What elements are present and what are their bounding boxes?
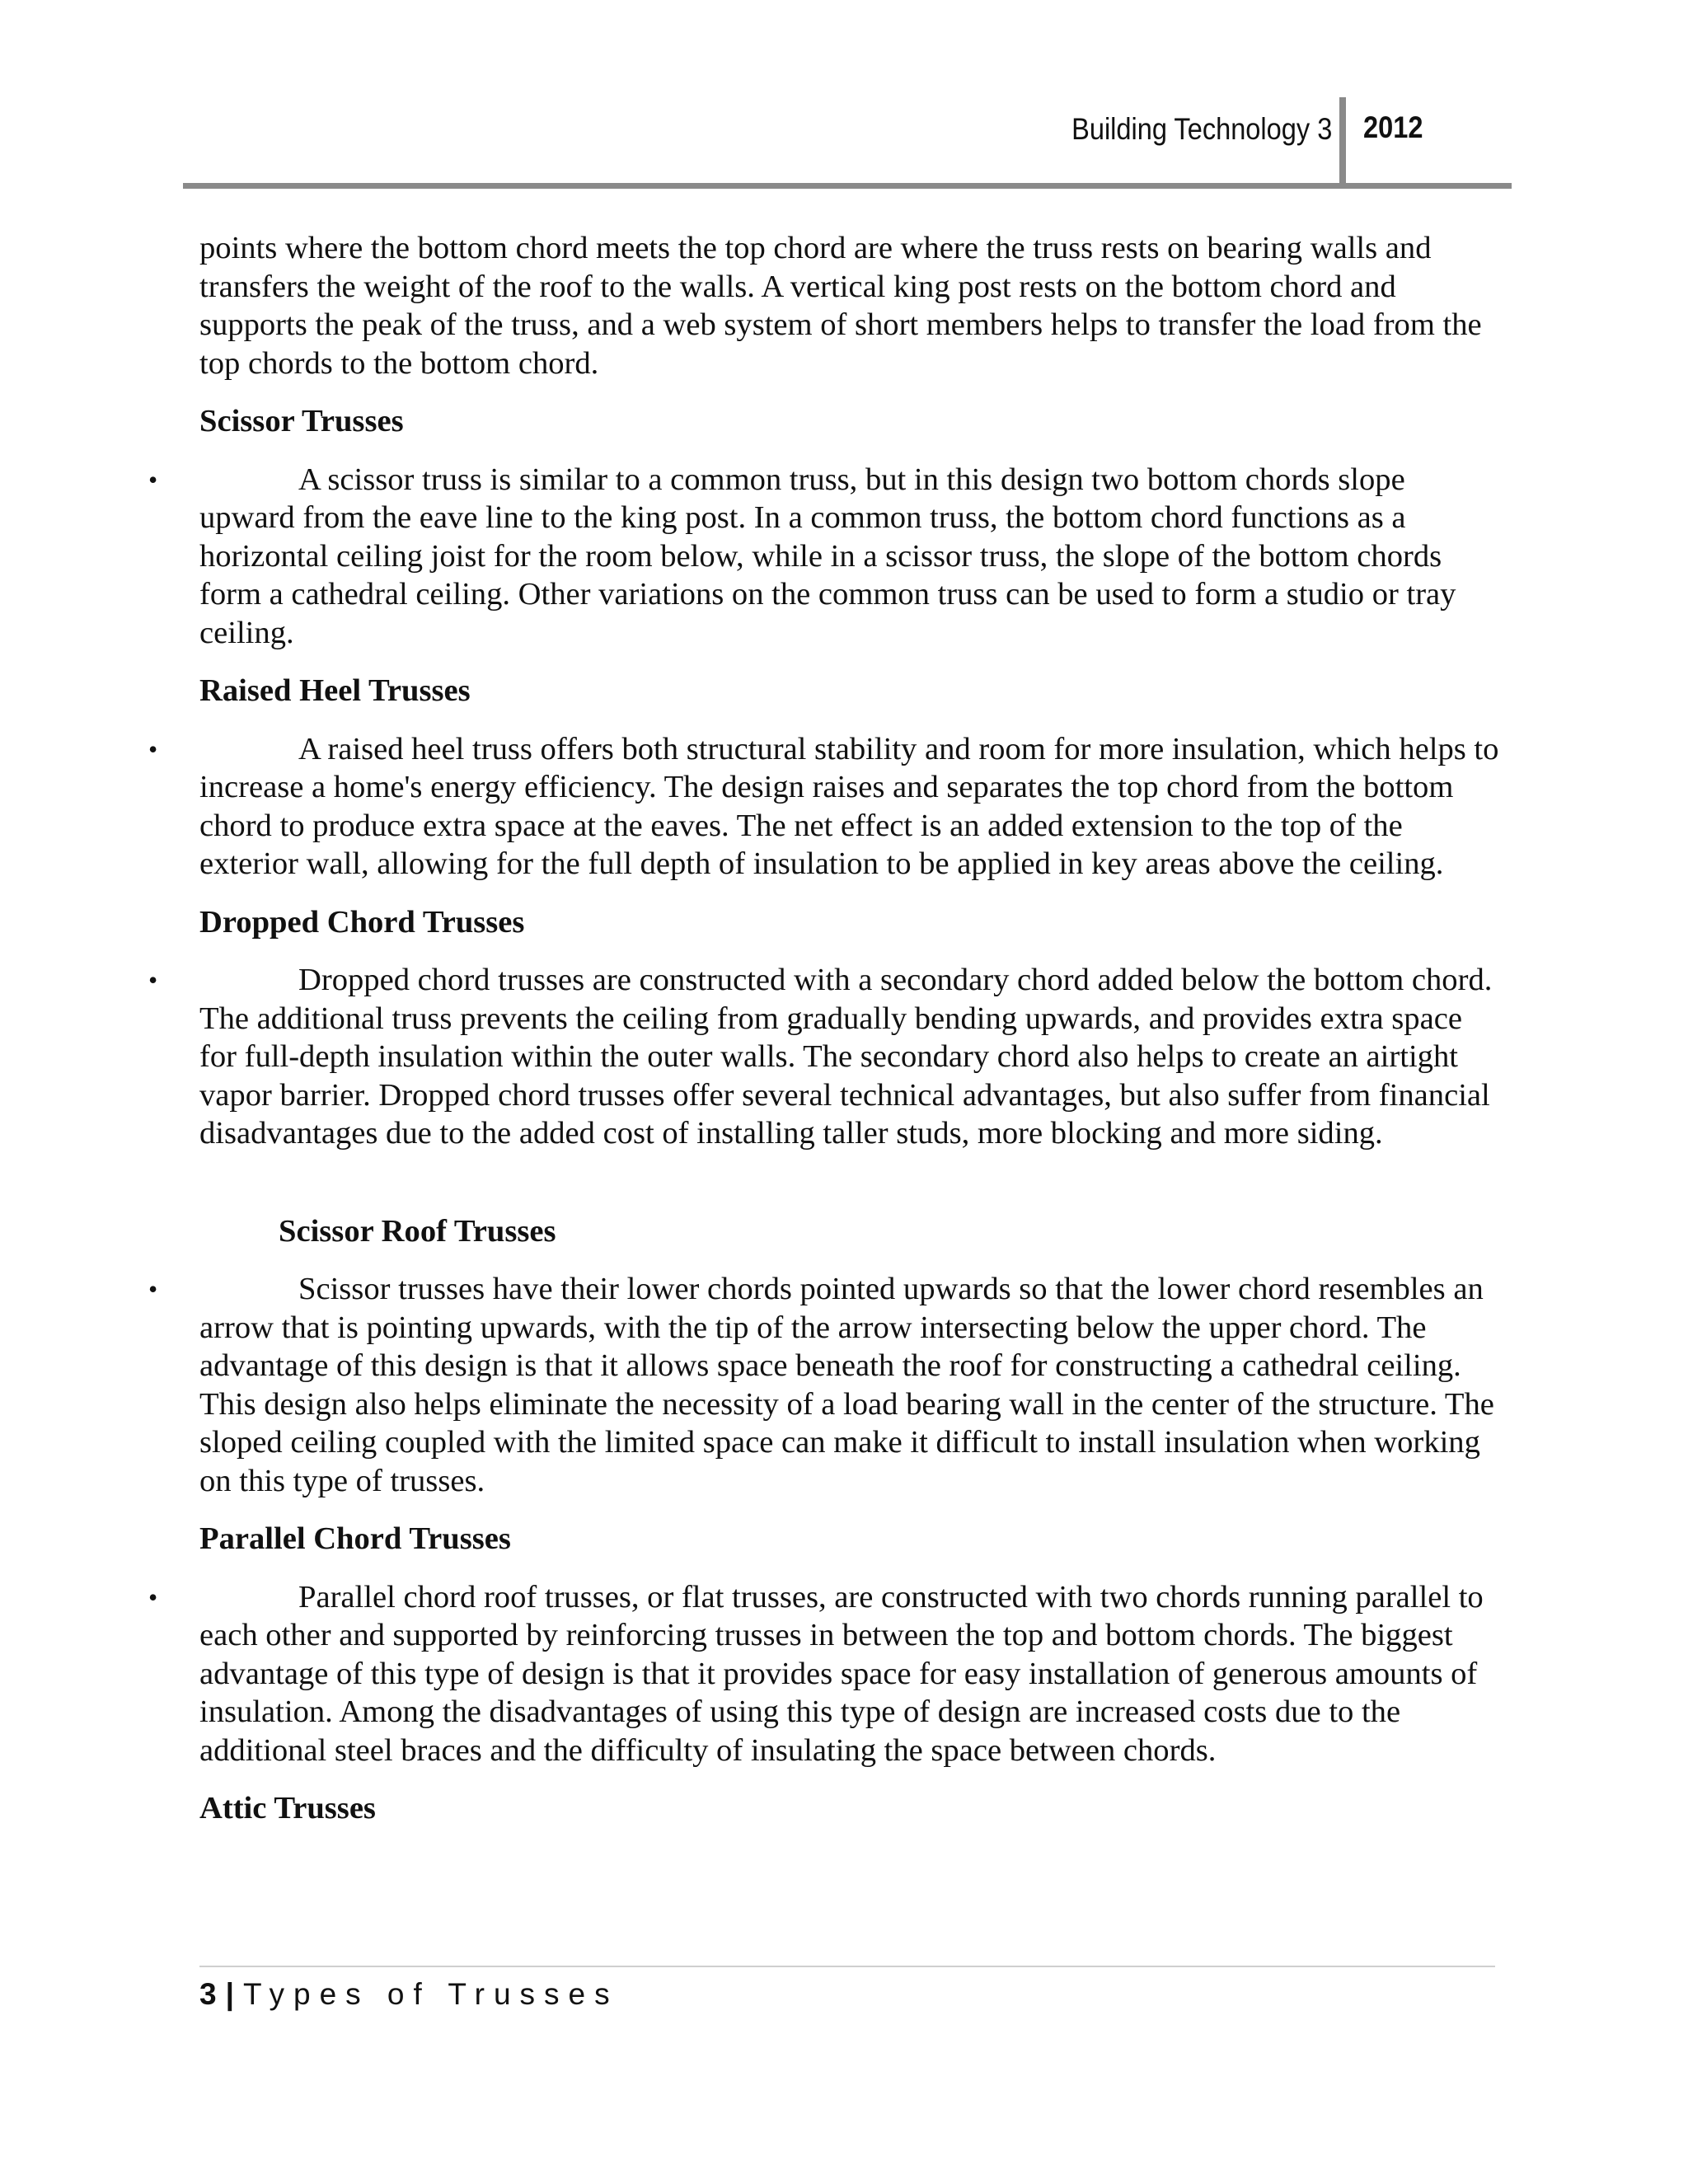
bullet-icon: • [148, 1582, 158, 1612]
section-text: Parallel chord roof trusses, or flat trusses, are constructed with two chords running parallel to each other and supported by reinforcing trusses in between the top and bottom chords. The biggest advantage of this type of design is that it provides space for easy installation of generous amounts of insulation. Among the disadvantages of using this type of design are increased costs due to the additional steel braces and the difficulty of insulating the space between chords. [199, 1579, 1484, 1768]
section-heading: Attic Trusses [199, 1791, 376, 1825]
section-text: A scissor truss is similar to a common truss, but in this design two bottom chords slope upward from the eave line to the king post. In a common truss, the bottom chord functions as a horizontal ceiling joist for the room below, while in a scissor truss, the slope of the bottom chords form a cathedral ceiling. Other variations on the common truss can be used to form a studio or tray ceiling. [199, 462, 1456, 650]
section-scissor-trusses [148, 402, 1503, 652]
section-heading: Scissor Roof Trusses [279, 1213, 556, 1249]
footer-separator: | [225, 1977, 243, 2011]
bullet-icon: • [148, 965, 158, 995]
section-paragraph [148, 1270, 1503, 1500]
footer-title: Types of Trusses [242, 1977, 619, 2011]
section-parallel-chord-trusses [148, 1520, 1503, 1769]
section-raised-heel-trusses [148, 672, 1503, 883]
section-attic-trusses [199, 1789, 1503, 1828]
intro-paragraph: points where the bottom chord meets the top chord are where the truss rests on bearing walls and transfers the weight of the roof to the walls. A vertical king post rests on the bottom chord and supports the peak of the truss, and a web system of short members helps to transfer the load from the top chords to the bottom chord. [199, 231, 1482, 381]
bullet-icon: • [148, 1274, 158, 1304]
bullet-icon: • [148, 464, 158, 494]
section-paragraph [148, 461, 1503, 653]
section-paragraph [148, 730, 1503, 883]
footer-label [199, 1977, 619, 2012]
page-number: 3 [199, 1977, 226, 2011]
page-header [183, 97, 1512, 190]
section-dropped-chord-trusses [148, 903, 1503, 1153]
section-text: Dropped chord trusses are constructed with a secondary chord added below the bottom chord. The additional truss prevents the ceiling from gradually bending upwards, and provides extra space for full-depth insulation within the outer walls. The secondary chord also helps to create an airtight vapor barrier. Dropped chord trusses offer several technical advantages, but also suffer from financial disadvantages due to the added cost of installing taller studs, more blocking and more siding. [199, 963, 1493, 1151]
footer-rule [199, 1966, 1495, 1967]
section-scissor-roof-trusses [148, 1212, 1503, 1501]
header-divider [1339, 97, 1346, 185]
header-rule [183, 183, 1512, 189]
section-text: Scissor trusses have their lower chords pointed upwards so that the lower chord resembles an arrow that is pointing upwards, with the tip of the arrow intersecting below the upper chord. The advantage of this design is that it allows space beneath the roof for constructing a cathedral ceiling. This design also helps eliminate the necessity of a load bearing wall in the center of the structure. The sloped ceiling coupled with the limited space can make it difficult to install insulation when working on this type of trusses. [199, 1272, 1494, 1498]
section-paragraph [148, 961, 1503, 1153]
section-heading: Scissor Trusses [199, 404, 404, 438]
document-year: 2012 [1363, 110, 1423, 144]
section-heading: Raised Heel Trusses [199, 673, 471, 708]
section-heading: Parallel Chord Trusses [199, 1521, 511, 1556]
page-body [148, 229, 1503, 1848]
section-text: A raised heel truss offers both structural stability and room for more insulation, which helps to increase a home's energy efficiency. The design raises and separates the top chord from the bottom chord to produce extra space at the eaves. The net effect is an added extension to the top of the exterior wall, allowing for the full depth of insulation to be applied in key areas above the ceiling. [199, 731, 1499, 881]
section-heading: Dropped Chord Trusses [199, 904, 525, 940]
bullet-icon: • [148, 733, 158, 764]
document-title: Building Technology 3 [1071, 112, 1332, 146]
section-paragraph [148, 1578, 1503, 1770]
